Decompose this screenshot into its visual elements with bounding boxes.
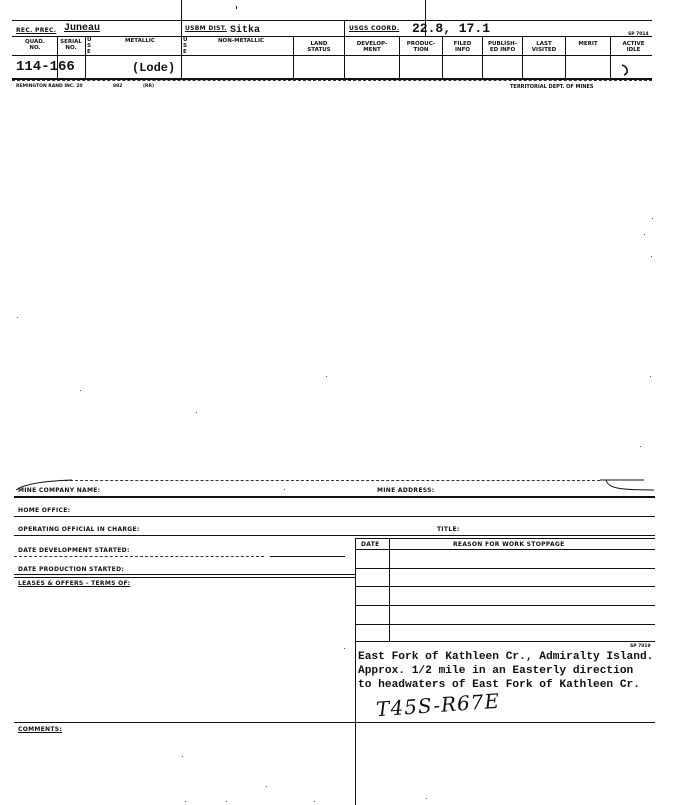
rule-dev-started	[14, 556, 264, 557]
mine-company-label: MINE COMPANY NAME:	[18, 487, 101, 494]
rule-dev-started-2	[270, 556, 345, 557]
leases-label: LEASES & OFFERS - TERMS OF:	[18, 580, 131, 587]
rule-company	[14, 496, 655, 498]
col-merit: MERIT	[578, 41, 598, 47]
stoppage-date-divider	[389, 538, 390, 641]
operating-official-label: OPERATING OFFICIAL IN CHARGE:	[18, 526, 140, 533]
tick	[236, 6, 237, 9]
speck	[17, 317, 18, 318]
printer-code-2: (RR)	[143, 84, 155, 89]
comments-label: COMMENTS:	[18, 726, 63, 733]
col-div-use1	[85, 36, 86, 78]
col-use-nonmetallic: U S E	[183, 37, 188, 55]
date-development-label: DATE DEVELOPMENT STARTED:	[18, 547, 130, 554]
col-last-visited: LAST VISITED	[531, 41, 557, 53]
speck	[266, 786, 267, 787]
col-development: DEVELOP- MENT	[356, 41, 388, 53]
speck	[80, 390, 81, 391]
rule-perforation	[12, 80, 652, 81]
form-number-2: SP 7019	[630, 644, 651, 649]
speck	[185, 801, 186, 802]
location-line-1: East Fork of Kathleen Cr., Admiralty Island.	[358, 651, 654, 663]
stoppage-row-4	[355, 624, 655, 625]
col-metallic: METALLIC	[125, 38, 155, 44]
speck	[652, 218, 653, 219]
speck	[640, 446, 641, 447]
col-use-metallic: U S E	[87, 37, 92, 55]
printer-code-1: 882	[113, 84, 123, 89]
col-active-idle: ACTIVE IDLE	[622, 41, 645, 53]
title-label: TITLE:	[437, 526, 460, 533]
rule-top	[12, 20, 652, 21]
col-non-metallic: NON-METALLIC	[217, 38, 265, 44]
col-published-info: PUBLISH- ED INFO	[487, 41, 518, 53]
department-note: TERRITORIAL DEPT. OF MINES	[510, 84, 594, 90]
active-check-mark	[618, 62, 634, 78]
stoppage-row-1	[355, 568, 655, 569]
usgs-coord-label: USGS COORD.	[349, 25, 400, 32]
col-filed-info: FILED INFO	[453, 41, 472, 53]
speck	[182, 756, 183, 757]
col-land-status: LAND STATUS	[307, 41, 331, 53]
col-production: PRODUC- TION	[406, 41, 436, 53]
speck	[344, 648, 345, 649]
handwritten-township-range: T45S-R67E	[375, 688, 501, 722]
rule-comments	[14, 722, 355, 723]
rule-header-bottom	[12, 36, 652, 37]
speck	[426, 798, 427, 799]
speck	[284, 489, 285, 490]
rule-stoppage-head	[355, 549, 655, 550]
rule-colheads-bottom	[12, 55, 652, 56]
rule-official	[14, 535, 655, 536]
stoppage-left-border	[355, 538, 356, 805]
mine-address-label: MINE ADDRESS:	[377, 487, 435, 494]
usgs-coord-value: 22.8, 17.1	[412, 21, 491, 36]
rule-perforation-2	[60, 480, 600, 481]
rec-prec-label: REC. PREC.	[16, 27, 57, 34]
rule-location-top	[355, 641, 655, 642]
printer-note: REMINGTON RAND INC. 20	[16, 84, 83, 89]
col-serial: SERIAL NO.	[60, 39, 82, 51]
rule-stoppage-top	[355, 538, 655, 539]
rule-location-bottom	[355, 722, 655, 723]
metallic-value: (Lode)	[132, 61, 176, 75]
speck	[644, 234, 645, 235]
date-col-label: DATE	[361, 541, 380, 548]
rec-prec-value: Juneau	[64, 23, 101, 34]
rule-home-office	[14, 516, 655, 517]
rule-prod-started-2	[14, 577, 355, 578]
col-quad: QUAD. NO.	[25, 39, 45, 51]
stoppage-row-2	[355, 586, 655, 587]
speck	[226, 801, 227, 802]
date-production-label: DATE PRODUCTION STARTED:	[18, 566, 125, 573]
quad-serial-value: 114-166	[16, 59, 75, 75]
speck	[314, 801, 315, 802]
stoppage-row-3	[355, 605, 655, 606]
rule-prod-started	[14, 574, 355, 575]
usbm-dist-value: Sitka	[230, 25, 261, 36]
speck	[651, 256, 652, 257]
form-number: SP 7014	[628, 32, 649, 37]
corner-curl	[598, 476, 656, 496]
location-line-2: Approx. 1/2 mile in an Easterly direction	[358, 665, 634, 677]
speck	[650, 376, 651, 377]
reason-col-label: REASON FOR WORK STOPPAGE	[453, 541, 565, 548]
divider-1	[181, 0, 182, 78]
home-office-label: HOME OFFICE:	[18, 507, 71, 514]
usbm-dist-label: USBM DIST.	[185, 25, 227, 32]
location-line-3: to headwaters of East Fork of Kathleen Cr.	[358, 679, 640, 691]
speck	[196, 412, 197, 413]
speck	[326, 376, 327, 377]
